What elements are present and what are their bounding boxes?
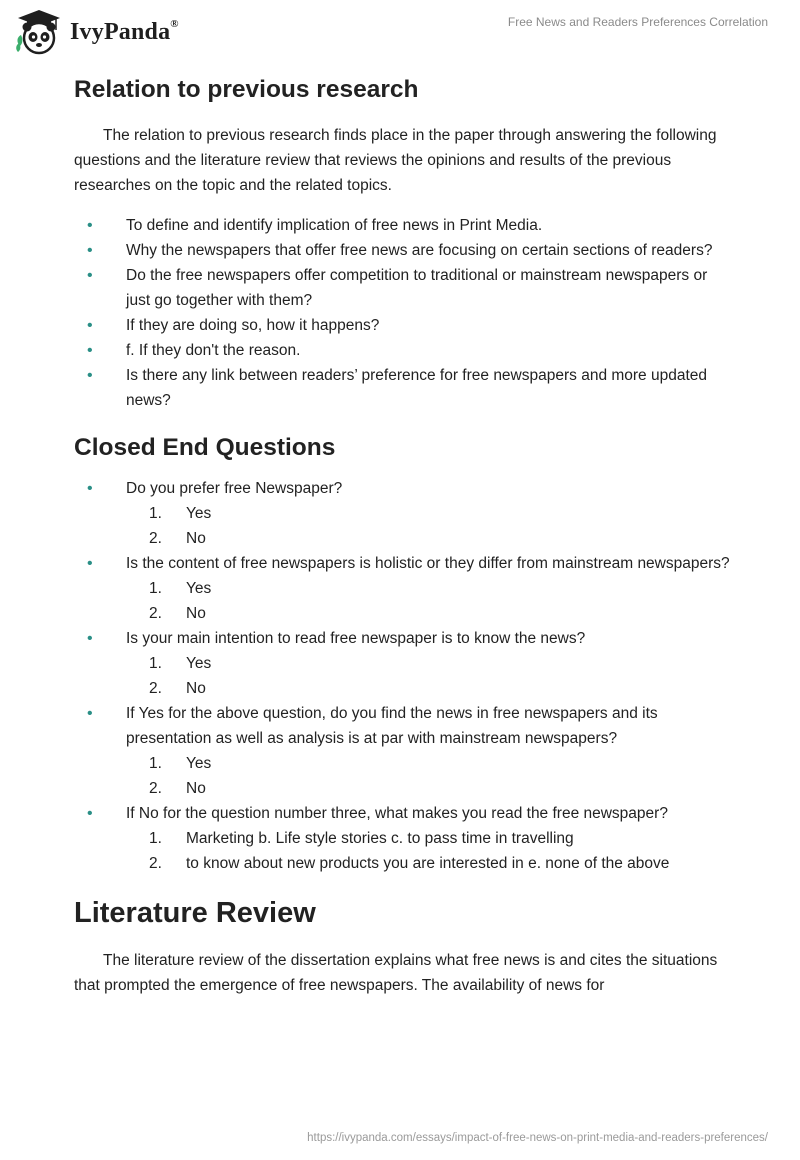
question-text: Is the content of free newspapers is holistic or they differ from mainstream newspapers? [126,555,730,572]
list-item: • f. If they don't the reason. [74,338,734,363]
previous-research-paragraph: The relation to previous research finds place in the paper through answering the following questions and the literature review that reviews the opinions and results of the previous researches on the topic and the related topics. [74,127,717,194]
section-heading-closed-end-questions: Closed End Questions [74,434,336,461]
answer-option: 2. to know about new products you are interested in e. none of the above [149,855,670,872]
closed-questions-list [74,476,734,876]
question-text: Is your main intention to read free newspaper is to know the news? [126,630,586,647]
question-item [74,701,734,801]
section-heading-literature-review: Literature Review [74,897,316,929]
answer-options [126,501,734,551]
page-header [0,0,800,64]
ivypanda-logo[interactable] [14,8,179,56]
question-text: If No for the question number three, what makes you read the free newspaper? [126,805,668,822]
answer-option: 1. Yes [149,655,212,672]
answer-option: 2. No [149,605,206,622]
answer-option: 1. Yes [149,580,212,597]
essay-content [74,70,734,998]
list-item: • Do the free newspapers offer competition to traditional or mainstream newspapers or just go together with them? [74,263,734,313]
list-item: • To define and identify implication of free news in Print Media. [74,213,734,238]
document-title: Free News and Readers Preferences Correlation [507,15,768,29]
answer-options [126,751,734,801]
answer-option: 2. No [149,780,206,797]
answer-options [126,826,734,876]
answer-option: 1. Yes [149,755,212,772]
question-text: If Yes for the above question, do you find the news in free newspapers and its presentation as well as analysis is at par with mainstream newspapers? [126,705,658,747]
answer-option: 2. No [149,680,206,697]
answer-option: 1. Yes [149,505,212,522]
research-questions-list [74,213,734,413]
brand-name: IvyPanda® [70,17,179,45]
question-text: Do you prefer free Newspaper? [126,480,343,497]
panda-icon [14,8,64,56]
answer-option: 1. Marketing b. Life style stories c. to pass time in travelling [149,830,574,847]
literature-review-paragraph: The literature review of the dissertation explains what free news is and cites the situations that prompted the emergence of free newspapers. The availability of news for [74,952,718,994]
answer-options [126,576,734,626]
question-item [74,801,734,876]
source-url[interactable]: https://ivypanda.com/essays/impact-of-free-news-on-print-media-and-readers-preferences/ [307,1132,768,1144]
list-item: • Why the newspapers that offer free news are focusing on certain sections of readers? [74,238,734,263]
question-item [74,551,734,626]
question-item [74,476,734,551]
question-item [74,626,734,701]
section-heading-previous-research: Relation to previous research [74,76,419,103]
list-item: • If they are doing so, how it happens? [74,313,734,338]
list-item: • Is there any link between readers’ preference for free newspapers and more updated news? [74,363,734,413]
answer-option: 2. No [149,530,206,547]
answer-options [126,651,734,701]
